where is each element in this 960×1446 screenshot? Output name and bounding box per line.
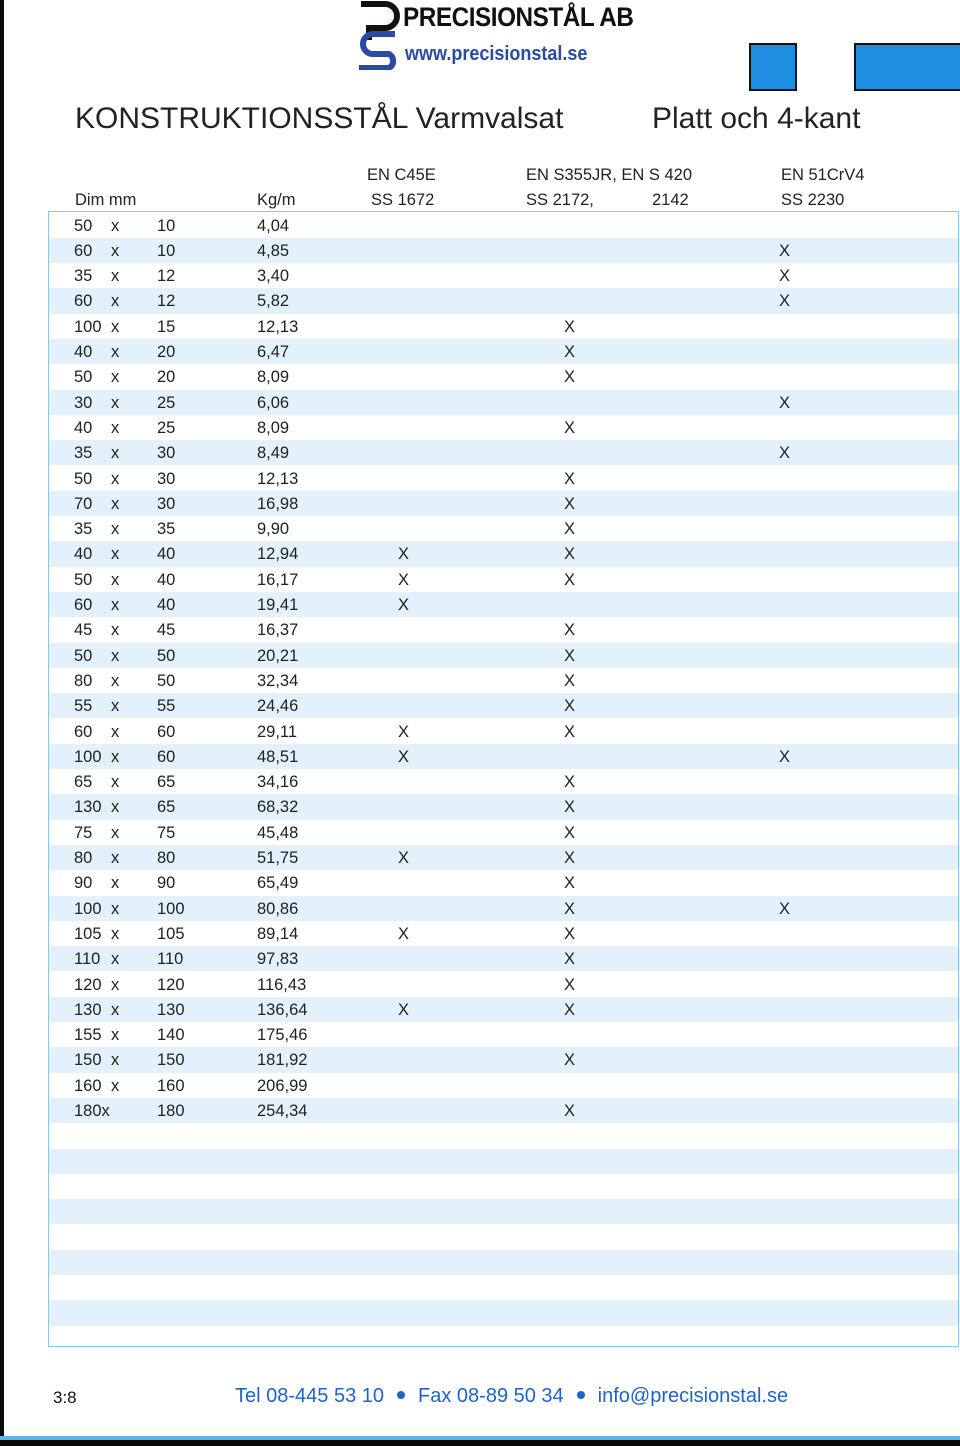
- dim-thickness-cell: 60: [157, 722, 176, 741]
- s355-cell: X: [564, 722, 576, 741]
- dim-x-cell: x: [111, 621, 120, 640]
- dim-thickness-cell: 120: [157, 975, 185, 994]
- dim-x-cell: x: [111, 368, 120, 387]
- dim-width-cell: 100: [74, 317, 102, 336]
- dim-x-cell: x: [111, 1000, 120, 1019]
- kg-per-m-cell: 45,48: [257, 823, 299, 842]
- dim-x-cell: x: [111, 671, 120, 690]
- dim-x-cell: x: [111, 773, 120, 792]
- kg-per-m-cell: 68,32: [257, 798, 299, 817]
- kg-per-m-cell: 12,13: [257, 469, 299, 488]
- header-ss1672: SS 1672: [371, 191, 435, 209]
- kg-per-m-cell: 16,37: [257, 621, 299, 640]
- c45e-cell: X: [398, 747, 410, 766]
- logo-company-name: PRECISIONSTÅL AB: [403, 2, 634, 32]
- dim-thickness-cell: 75: [157, 823, 176, 842]
- dim-thickness-cell: 40: [157, 545, 176, 564]
- table-row: [49, 567, 958, 592]
- s355-cell: X: [564, 849, 576, 867]
- crv4-cell: X: [779, 899, 791, 918]
- header-c45e: EN C45E: [367, 166, 436, 184]
- dim-x-cell: x: [111, 520, 120, 539]
- kg-per-m-cell: 136,64: [257, 1000, 308, 1019]
- kg-per-m-cell: 116,43: [257, 975, 307, 994]
- dim-thickness-cell: 65: [157, 798, 176, 817]
- table-row: [49, 1047, 958, 1072]
- dim-width-cell: 30: [74, 393, 93, 412]
- s355-cell: X: [564, 1102, 576, 1120]
- dim-width-cell: 80: [74, 849, 93, 867]
- kg-per-m-cell: 16,17: [257, 570, 299, 589]
- kg-per-m-cell: 51,75: [257, 849, 299, 867]
- dim-width-cell: 65: [74, 773, 93, 792]
- kg-per-m-cell: 24,46: [257, 697, 299, 716]
- s355-cell: X: [564, 494, 576, 513]
- dim-width-cell: 155: [74, 1026, 102, 1045]
- header-s355: EN S355JR, EN S 420: [526, 166, 692, 184]
- table-row: [49, 440, 958, 465]
- table-row: [49, 997, 958, 1022]
- bullet-icon: [397, 1391, 405, 1399]
- dim-thickness-cell: 20: [157, 368, 176, 387]
- dim-x-cell: x: [111, 494, 120, 513]
- table-row: [49, 339, 958, 364]
- kg-per-m-cell: 16,98: [257, 494, 299, 513]
- logo-url: www.precisionstal.se: [405, 43, 588, 65]
- dim-width-cell: 105: [74, 924, 102, 943]
- dim-width-cell: 35: [74, 444, 93, 463]
- table-row: [49, 946, 958, 971]
- header-dim: Dim mm: [75, 191, 137, 209]
- table-row: [49, 491, 958, 516]
- s355-cell: X: [564, 520, 576, 539]
- dim-width-cell: 35: [74, 520, 93, 539]
- dim-width-cell: 120: [74, 975, 102, 994]
- dim-thickness-cell: 40: [157, 570, 176, 589]
- kg-per-m-cell: 8,09: [257, 418, 290, 437]
- footer-email[interactable]: info@precisionstal.se: [597, 1385, 789, 1407]
- dim-x-cell: x: [111, 849, 120, 867]
- table-row: [49, 643, 958, 668]
- header-ss2172: SS 2172,: [526, 191, 594, 209]
- table-row: [49, 617, 958, 642]
- table-row: [49, 541, 958, 566]
- kg-per-m-cell: 181,92: [257, 1051, 308, 1070]
- page-title: KONSTRUKTIONSSTÅL Varmvalsat: [75, 102, 564, 135]
- dim-thickness-cell: 50: [157, 646, 176, 665]
- dim-x-cell: x: [111, 418, 120, 437]
- table-row: [49, 1123, 958, 1148]
- kg-per-m-cell: 29,11: [257, 722, 298, 741]
- s355-cell: X: [564, 798, 576, 817]
- s355-cell: X: [564, 823, 576, 842]
- kg-per-m-cell: 12,94: [257, 545, 299, 564]
- s355-cell: X: [564, 418, 576, 437]
- dim-width-cell: 60: [74, 596, 93, 614]
- table-row: [49, 415, 958, 440]
- page-subtitle: Platt och 4-kant: [652, 102, 861, 135]
- dim-x-cell: x: [111, 646, 120, 665]
- dim-thickness-cell: 40: [157, 596, 176, 614]
- table-row: [49, 516, 958, 541]
- dim-width-cell: 80: [74, 671, 93, 690]
- dim-width-cell: 90: [74, 874, 93, 893]
- dim-thickness-cell: 55: [157, 697, 176, 716]
- s355-cell: X: [564, 950, 576, 969]
- dim-x-cell: x: [111, 596, 120, 614]
- s355-cell: X: [564, 1051, 576, 1070]
- kg-per-m-cell: 8,09: [257, 368, 290, 387]
- s355-cell: X: [564, 646, 576, 665]
- left-edge-rule: [0, 0, 4, 1446]
- s355-cell: X: [564, 1000, 576, 1019]
- table-row: [49, 1098, 958, 1123]
- footer-contact: [235, 1385, 788, 1408]
- dim-thickness-cell: 90: [157, 874, 176, 893]
- dim-thickness-cell: 20: [157, 343, 176, 361]
- dim-x-cell: x: [111, 1026, 120, 1045]
- s355-cell: X: [564, 368, 576, 387]
- s355-cell: X: [564, 697, 576, 716]
- header-2142: 2142: [652, 191, 689, 209]
- table-row: [49, 1199, 958, 1224]
- dim-thickness-cell: 15: [157, 317, 176, 336]
- kg-per-m-cell: 32,34: [257, 671, 299, 690]
- dim-thickness-cell: 80: [157, 849, 176, 867]
- dim-width-cell: 55: [74, 697, 93, 716]
- table-row: [49, 1300, 958, 1325]
- dim-width-cell: 40: [74, 343, 93, 361]
- dim-width-cell: 150: [74, 1051, 102, 1070]
- kg-per-m-cell: 206,99: [257, 1076, 308, 1095]
- dim-width-cell: 50: [74, 646, 93, 665]
- c45e-cell: X: [398, 1000, 410, 1019]
- dim-thickness-cell: 25: [157, 418, 176, 437]
- crv4-cell: X: [779, 241, 791, 260]
- dim-x-cell: x: [111, 924, 120, 943]
- table-row: [49, 1275, 958, 1300]
- dim-thickness-cell: 12: [157, 292, 176, 311]
- table-row: [49, 263, 958, 288]
- dim-thickness-cell: 25: [157, 393, 176, 412]
- footer-fax: Fax 08-89 50 34: [418, 1385, 564, 1407]
- crv4-cell: X: [779, 747, 791, 766]
- kg-per-m-cell: 6,06: [257, 393, 290, 412]
- decorative-square-wide: [854, 43, 960, 91]
- dim-x-cell: x: [111, 975, 120, 994]
- dim-x-cell: x: [111, 570, 120, 589]
- dim-x-cell: x: [111, 950, 120, 969]
- s355-cell: X: [564, 570, 576, 589]
- dim-width-cell: 40: [74, 545, 93, 564]
- kg-per-m-cell: 48,51: [257, 747, 299, 766]
- dim-width-cell: 110: [74, 950, 101, 969]
- dim-x-cell: x: [111, 697, 120, 716]
- dim-thickness-cell: 60: [157, 747, 176, 766]
- s355-cell: X: [564, 773, 576, 792]
- s355-cell: X: [564, 343, 576, 361]
- dim-x-cell: x: [111, 241, 120, 260]
- table-row: [49, 769, 958, 794]
- crv4-cell: X: [779, 267, 791, 286]
- c45e-cell: X: [398, 545, 410, 564]
- dim-x-cell: x: [111, 1076, 120, 1095]
- c45e-cell: X: [398, 722, 410, 741]
- dim-width-cell: 40: [74, 418, 93, 437]
- table-row: [49, 238, 958, 263]
- kg-per-m-cell: 97,83: [257, 950, 299, 969]
- table-row: [49, 972, 958, 997]
- dim-x-cell: x: [111, 292, 120, 311]
- table-row: [49, 390, 958, 415]
- c45e-cell: X: [398, 570, 410, 589]
- table-row: [49, 794, 958, 819]
- decorative-square-small: [749, 43, 797, 91]
- c45e-cell: X: [398, 596, 410, 614]
- kg-per-m-cell: 89,14: [257, 924, 299, 943]
- dim-width-cell: 180x: [74, 1102, 110, 1120]
- table-row: [49, 1149, 958, 1174]
- kg-per-m-cell: 8,49: [257, 444, 290, 463]
- table-row: [49, 592, 958, 617]
- crv4-cell: X: [779, 292, 791, 311]
- header-51crv4: EN 51CrV4: [781, 166, 865, 184]
- dim-width-cell: 45: [74, 621, 93, 640]
- dim-width-cell: 50: [74, 469, 93, 488]
- s355-cell: X: [564, 899, 576, 918]
- dim-thickness-cell: 12: [157, 267, 176, 286]
- table-row: [49, 744, 958, 769]
- dim-thickness-cell: 65: [157, 773, 176, 792]
- table-row: [49, 1073, 958, 1098]
- crv4-cell: X: [779, 444, 791, 463]
- dim-width-cell: 130: [74, 798, 102, 817]
- table-row: [49, 314, 958, 339]
- dim-thickness-cell: 140: [157, 1026, 185, 1045]
- table-row: [49, 364, 958, 389]
- dim-x-cell: x: [111, 823, 120, 842]
- dim-thickness-cell: 180: [157, 1102, 185, 1120]
- dim-x-cell: x: [111, 216, 120, 235]
- dim-x-cell: x: [111, 343, 120, 361]
- s355-cell: X: [564, 545, 576, 564]
- kg-per-m-cell: 65,49: [257, 874, 299, 893]
- table-row: [49, 466, 958, 491]
- kg-per-m-cell: 4,04: [257, 216, 290, 235]
- dim-x-cell: x: [111, 722, 120, 741]
- crv4-cell: X: [779, 393, 791, 412]
- dim-x-cell: x: [111, 267, 120, 286]
- dim-thickness-cell: 50: [157, 671, 176, 690]
- dim-width-cell: 70: [74, 494, 93, 513]
- s355-cell: X: [564, 874, 576, 893]
- table-row: [49, 288, 958, 313]
- dim-width-cell: 50: [74, 570, 93, 589]
- dim-width-cell: 100: [74, 747, 102, 766]
- dim-x-cell: x: [111, 899, 120, 918]
- table-row: [49, 1326, 958, 1351]
- dim-width-cell: 100: [74, 899, 102, 918]
- dim-thickness-cell: 30: [157, 444, 176, 463]
- dim-thickness-cell: 30: [157, 494, 176, 513]
- s355-cell: X: [564, 671, 576, 690]
- s355-cell: X: [564, 621, 576, 640]
- dim-x-cell: x: [111, 1051, 120, 1070]
- dim-width-cell: 75: [74, 823, 93, 842]
- kg-per-m-cell: 34,16: [257, 773, 299, 792]
- dim-thickness-cell: 105: [157, 924, 185, 943]
- dim-width-cell: 60: [74, 241, 93, 260]
- kg-per-m-cell: 19,41: [257, 596, 299, 614]
- dim-width-cell: 60: [74, 292, 93, 311]
- kg-per-m-cell: 4,85: [257, 241, 290, 260]
- dim-thickness-cell: 130: [157, 1000, 185, 1019]
- footer-tel: Tel 08-445 53 10: [235, 1385, 385, 1407]
- dim-width-cell: 160: [74, 1076, 102, 1095]
- kg-per-m-cell: 12,13: [257, 317, 299, 336]
- dim-x-cell: x: [111, 444, 120, 463]
- table-row: [49, 213, 958, 238]
- c45e-cell: X: [398, 849, 410, 867]
- dim-x-cell: x: [111, 469, 120, 488]
- table-row: [49, 1174, 958, 1199]
- dim-width-cell: 60: [74, 722, 93, 741]
- kg-per-m-cell: 175,46: [257, 1026, 308, 1045]
- s355-cell: X: [564, 924, 576, 943]
- dim-thickness-cell: 35: [157, 520, 176, 539]
- dim-x-cell: x: [111, 393, 120, 412]
- dim-thickness-cell: 160: [157, 1076, 185, 1095]
- dim-thickness-cell: 30: [157, 469, 176, 488]
- kg-per-m-cell: 6,47: [257, 343, 290, 361]
- company-logo: [355, 0, 665, 70]
- c45e-cell: X: [398, 924, 410, 943]
- table-row: [49, 693, 958, 718]
- dim-x-cell: x: [111, 874, 120, 893]
- bullet-icon: [577, 1391, 585, 1399]
- dim-thickness-cell: 110: [157, 950, 184, 969]
- table-row: [49, 1225, 958, 1250]
- dim-width-cell: 35: [74, 267, 93, 286]
- table-row: [49, 1022, 958, 1047]
- kg-per-m-cell: 3,40: [257, 267, 290, 286]
- header-kgm: Kg/m: [257, 191, 296, 209]
- dim-x-cell: x: [111, 798, 120, 817]
- s355-cell: X: [564, 317, 576, 336]
- logo-mark-icon: [355, 0, 401, 70]
- table-row: [49, 1250, 958, 1275]
- kg-per-m-cell: 254,34: [257, 1102, 308, 1120]
- dim-width-cell: 50: [74, 216, 93, 235]
- table-row: [49, 870, 958, 895]
- dim-thickness-cell: 150: [157, 1051, 185, 1070]
- table-row: [49, 719, 958, 744]
- table-row: [49, 921, 958, 946]
- table-row: [49, 845, 958, 870]
- dim-thickness-cell: 10: [157, 216, 176, 235]
- header-ss2230: SS 2230: [781, 191, 845, 209]
- s355-cell: X: [564, 469, 576, 488]
- kg-per-m-cell: 9,90: [257, 520, 290, 539]
- dim-thickness-cell: 10: [157, 241, 176, 260]
- page-number: 3:8: [53, 1388, 77, 1407]
- dim-x-cell: x: [111, 545, 120, 564]
- bottom-edge-rule: [0, 1440, 960, 1446]
- dim-width-cell: 50: [74, 368, 93, 387]
- dim-x-cell: x: [111, 317, 120, 336]
- table-row: [49, 896, 958, 921]
- dim-width-cell: 130: [74, 1000, 102, 1019]
- dim-thickness-cell: 100: [157, 899, 185, 918]
- kg-per-m-cell: 5,82: [257, 292, 290, 311]
- dim-thickness-cell: 45: [157, 621, 176, 640]
- table-row: [49, 668, 958, 693]
- table-row: [49, 820, 958, 845]
- kg-per-m-cell: 20,21: [257, 646, 299, 665]
- dim-x-cell: x: [111, 747, 120, 766]
- s355-cell: X: [564, 975, 576, 994]
- kg-per-m-cell: 80,86: [257, 899, 299, 918]
